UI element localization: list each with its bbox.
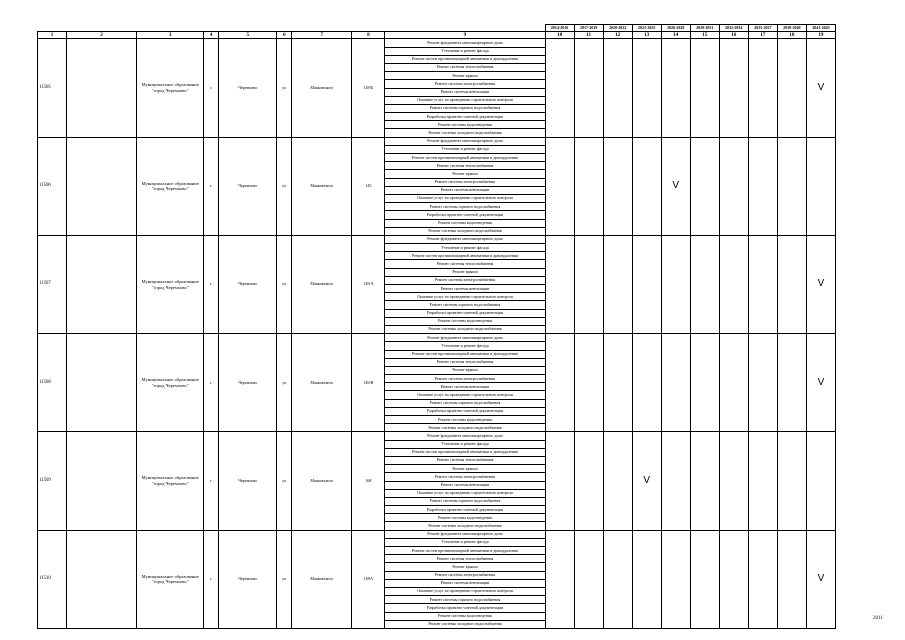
street-type: ул xyxy=(277,334,292,432)
locality-type: г. xyxy=(204,235,219,333)
period-cell xyxy=(661,39,690,137)
period-cell xyxy=(719,235,748,333)
work-type: Разработка проектно-сметной документации xyxy=(385,211,545,219)
street-type: ул xyxy=(277,235,292,333)
work-type: Оказание услуг по проведению строительного контроля xyxy=(385,391,545,399)
capital-repair-table xyxy=(37,24,836,629)
work-type: Утепление и ремонт фасада xyxy=(385,244,545,252)
locality-type: г. xyxy=(204,432,219,530)
work-type: Ремонт системы холодного водоснабжения xyxy=(385,620,545,628)
locality: Черемхово xyxy=(219,235,277,333)
period-cell xyxy=(690,530,719,628)
work-type: Ремонт системы теплоснабжения xyxy=(385,456,545,464)
period-cell xyxy=(748,530,777,628)
period-header-cell: 2017-2019 xyxy=(574,25,603,32)
table-row xyxy=(38,334,836,342)
record-id: 11509 xyxy=(38,432,67,530)
work-type: Утепление и ремонт фасада xyxy=(385,538,545,546)
work-type: Ремонт системы горячего водоснабжения xyxy=(385,104,545,112)
work-type: Разработка проектно-сметной документации xyxy=(385,407,545,415)
period-cell xyxy=(574,432,603,530)
municipality: Муниципальное образование "город Черемхово" xyxy=(137,432,204,530)
period-cell xyxy=(719,334,748,432)
period-cell xyxy=(719,39,748,137)
street-type: ул xyxy=(277,137,292,235)
work-type: Разработка проектно-сметной документации xyxy=(385,506,545,514)
work-type: Ремонт системы водоотведения xyxy=(385,121,545,129)
period-cell xyxy=(545,334,574,432)
work-type: Ремонт крыши xyxy=(385,268,545,276)
column-number-cell: 6 xyxy=(277,32,292,39)
work-type: Оказание услуг по проведению строительного контроля xyxy=(385,194,545,202)
work-type: Ремонт крыши xyxy=(385,366,545,374)
column-number-cell: 10 xyxy=(545,32,574,39)
table-row xyxy=(38,39,836,47)
locality: Черемхово xyxy=(219,137,277,235)
column-number-cell: 13 xyxy=(632,32,661,39)
empty-cell xyxy=(67,334,137,432)
period-cell xyxy=(603,334,632,432)
period-cell xyxy=(690,235,719,333)
period-header-cell: 2023-2025 xyxy=(632,25,661,32)
period-cell xyxy=(603,137,632,235)
work-type: Ремонт системы водоотведения xyxy=(385,514,545,522)
street: Маяковского xyxy=(292,235,352,333)
period-cell xyxy=(545,530,574,628)
house-number: 149/В xyxy=(352,334,385,432)
locality: Черемхово xyxy=(219,432,277,530)
page-number: 2011 xyxy=(873,616,883,621)
locality: Черемхово xyxy=(219,39,277,137)
work-type: Утепление и ремонт фасада xyxy=(385,145,545,153)
work-type: Ремонт системы горячего водоснабжения xyxy=(385,399,545,407)
period-cell xyxy=(574,137,603,235)
street-type: ул xyxy=(277,39,292,137)
house-number: 149/А xyxy=(352,235,385,333)
street: Маяковского xyxy=(292,432,352,530)
column-number-cell: 3 xyxy=(137,32,204,39)
header-blank-cell xyxy=(352,25,385,32)
period-header-cell: 2035-2037 xyxy=(748,25,777,32)
column-number-cell: 1 xyxy=(38,32,67,39)
locality-type: г. xyxy=(204,137,219,235)
work-type: Ремонт системы теплоснабжения xyxy=(385,555,545,563)
period-cell xyxy=(690,432,719,530)
work-type: Ремонт системы водоотведения xyxy=(385,317,545,325)
municipality: Муниципальное образование "город Черемхово" xyxy=(137,530,204,628)
work-type: Ремонт системы электроснабжения xyxy=(385,375,545,383)
work-type: Ремонт системы холодного водоснабжения xyxy=(385,227,545,235)
period-cell xyxy=(719,530,748,628)
period-cell xyxy=(632,530,661,628)
period-cell xyxy=(777,334,806,432)
work-type: Ремонт системы электроснабжения xyxy=(385,178,545,186)
work-type: Утепление и ремонт фасада xyxy=(385,47,545,55)
period-cell xyxy=(574,530,603,628)
column-number-cell: 2 xyxy=(67,32,137,39)
period-cell xyxy=(719,137,748,235)
column-number-cell: 8 xyxy=(352,32,385,39)
work-type: Ремонт системы холодного водоснабжения xyxy=(385,522,545,530)
header-blank-cell xyxy=(385,25,545,32)
period-header-cell: 2032-2034 xyxy=(719,25,748,32)
work-type: Оказание услуг по проведению строительного контроля xyxy=(385,96,545,104)
column-number-cell: 16 xyxy=(719,32,748,39)
period-mark: V xyxy=(806,39,835,137)
work-type: Разработка проектно-сметной документации xyxy=(385,604,545,612)
work-type: Ремонт систем противопожарной автоматики и дымоудаления xyxy=(385,547,545,555)
work-type: Ремонт фундамента многоквартирного дома xyxy=(385,137,545,145)
work-type: Ремонт системы водоотведения xyxy=(385,416,545,424)
work-type: Ремонт системы холодного водоснабжения xyxy=(385,325,545,333)
column-number-cell: 11 xyxy=(574,32,603,39)
empty-cell xyxy=(67,530,137,628)
street-type: ул xyxy=(277,432,292,530)
period-cell xyxy=(603,235,632,333)
work-type: Ремонт системы вентиляции xyxy=(385,579,545,587)
period-cell xyxy=(690,334,719,432)
period-mark: V xyxy=(806,334,835,432)
work-type: Ремонт системы вентиляции xyxy=(385,481,545,489)
period-cell xyxy=(603,530,632,628)
period-cell xyxy=(748,137,777,235)
work-type: Ремонт систем противопожарной автоматики и дымоудаления xyxy=(385,154,545,162)
header-blank-cell xyxy=(38,25,67,32)
work-type: Оказание услуг по проведению строительного контроля xyxy=(385,587,545,595)
work-type: Ремонт системы теплоснабжения xyxy=(385,358,545,366)
street: Маяковского xyxy=(292,334,352,432)
register-sheet xyxy=(37,24,836,629)
period-header-cell: 2038-2040 xyxy=(777,25,806,32)
work-type: Ремонт крыши xyxy=(385,72,545,80)
work-type: Ремонт системы теплоснабжения xyxy=(385,260,545,268)
table-row xyxy=(38,432,836,440)
header-blank-cell xyxy=(137,25,204,32)
empty-cell xyxy=(67,432,137,530)
header-blank-cell xyxy=(292,25,352,32)
period-cell xyxy=(806,432,835,530)
work-type: Ремонт системы горячего водоснабжения xyxy=(385,301,545,309)
column-number-cell: 15 xyxy=(690,32,719,39)
house-number: 169А xyxy=(352,530,385,628)
period-cell xyxy=(632,334,661,432)
work-type: Ремонт системы электроснабжения xyxy=(385,276,545,284)
column-number-row xyxy=(38,32,836,39)
table-row xyxy=(38,137,836,145)
period-mark: V xyxy=(806,235,835,333)
period-cell xyxy=(632,39,661,137)
work-type: Ремонт системы вентиляции xyxy=(385,285,545,293)
header-blank-cell xyxy=(219,25,277,32)
work-type: Ремонт систем противопожарной автоматики и дымоудаления xyxy=(385,252,545,260)
period-mark: V xyxy=(632,432,661,530)
period-cell xyxy=(574,235,603,333)
period-header-cell: 2029-2031 xyxy=(690,25,719,32)
locality: Черемхово xyxy=(219,334,277,432)
empty-cell xyxy=(67,39,137,137)
column-number-cell: 19 xyxy=(806,32,835,39)
period-cell xyxy=(603,432,632,530)
column-number-cell: 18 xyxy=(777,32,806,39)
period-cell xyxy=(748,432,777,530)
period-cell xyxy=(661,530,690,628)
street: Маяковского xyxy=(292,137,352,235)
house-number: 168 xyxy=(352,432,385,530)
municipality: Муниципальное образование "город Черемхово" xyxy=(137,235,204,333)
house-number: 149/Б xyxy=(352,39,385,137)
municipality: Муниципальное образование "город Черемхово" xyxy=(137,334,204,432)
work-type: Ремонт системы вентиляции xyxy=(385,186,545,194)
period-cell xyxy=(545,432,574,530)
municipality: Муниципальное образование "город Черемхово" xyxy=(137,39,204,137)
column-number-cell: 9 xyxy=(385,32,545,39)
locality: Черемхово xyxy=(219,530,277,628)
period-header-cell: 2041-2043 xyxy=(806,25,835,32)
column-number-cell: 4 xyxy=(204,32,219,39)
period-cell xyxy=(690,137,719,235)
street: Маяковского xyxy=(292,39,352,137)
period-cell xyxy=(603,39,632,137)
period-cell xyxy=(574,334,603,432)
period-cell xyxy=(777,235,806,333)
work-type: Ремонт систем противопожарной автоматики и дымоудаления xyxy=(385,448,545,456)
period-cell xyxy=(748,334,777,432)
work-type: Разработка проектно-сметной документации xyxy=(385,309,545,317)
period-cell xyxy=(719,432,748,530)
locality-type: г. xyxy=(204,530,219,628)
work-type: Ремонт системы холодного водоснабжения xyxy=(385,129,545,137)
column-number-cell: 12 xyxy=(603,32,632,39)
period-header-row xyxy=(38,25,836,32)
work-type: Ремонт системы холодного водоснабжения xyxy=(385,424,545,432)
work-type: Ремонт системы водоотведения xyxy=(385,219,545,227)
record-id: 11506 xyxy=(38,137,67,235)
locality-type: г. xyxy=(204,334,219,432)
work-type: Утепление и ремонт фасада xyxy=(385,342,545,350)
work-type: Оказание услуг по проведению строительного контроля xyxy=(385,293,545,301)
period-cell xyxy=(545,39,574,137)
column-number-cell: 14 xyxy=(661,32,690,39)
work-type: Ремонт системы теплоснабжения xyxy=(385,162,545,170)
work-type: Ремонт системы теплоснабжения xyxy=(385,63,545,71)
work-type: Ремонт систем противопожарной автоматики и дымоудаления xyxy=(385,350,545,358)
municipality: Муниципальное образование "город Черемхово" xyxy=(137,137,204,235)
empty-cell xyxy=(67,235,137,333)
work-type: Ремонт системы водоотведения xyxy=(385,612,545,620)
work-type: Ремонт фундамента многоквартирного дома xyxy=(385,39,545,47)
period-cell xyxy=(777,432,806,530)
work-type: Ремонт системы электроснабжения xyxy=(385,473,545,481)
work-type: Ремонт системы электроснабжения xyxy=(385,80,545,88)
period-cell xyxy=(632,235,661,333)
period-header-cell: 2026-2028 xyxy=(661,25,690,32)
locality-type: г. xyxy=(204,39,219,137)
work-type: Ремонт системы горячего водоснабжения xyxy=(385,596,545,604)
record-id: 11508 xyxy=(38,334,67,432)
work-type: Ремонт крыши xyxy=(385,170,545,178)
header-blank-cell xyxy=(277,25,292,32)
period-cell xyxy=(661,432,690,530)
work-type: Ремонт системы вентиляции xyxy=(385,88,545,96)
period-header-cell: 2014-2016 xyxy=(545,25,574,32)
work-type: Ремонт системы вентиляции xyxy=(385,383,545,391)
table-row xyxy=(38,530,836,538)
work-type: Ремонт фундамента многоквартирного дома xyxy=(385,334,545,342)
work-type: Ремонт фундамента многоквартирного дома xyxy=(385,235,545,243)
table-row xyxy=(38,235,836,243)
empty-cell xyxy=(67,137,137,235)
period-cell xyxy=(661,334,690,432)
period-cell xyxy=(545,235,574,333)
record-id: 11505 xyxy=(38,39,67,137)
period-cell xyxy=(574,39,603,137)
period-cell xyxy=(777,137,806,235)
record-id: 11507 xyxy=(38,235,67,333)
work-type: Ремонт крыши xyxy=(385,465,545,473)
work-type: Ремонт фундамента многоквартирного дома xyxy=(385,530,545,538)
work-type: Ремонт системы электроснабжения xyxy=(385,571,545,579)
work-type: Ремонт фундамента многоквартирного дома xyxy=(385,432,545,440)
period-cell xyxy=(690,39,719,137)
work-type: Утепление и ремонт фасада xyxy=(385,440,545,448)
header-blank-cell xyxy=(67,25,137,32)
work-type: Ремонт крыши xyxy=(385,563,545,571)
period-cell xyxy=(748,39,777,137)
period-mark: V xyxy=(806,530,835,628)
period-cell xyxy=(661,235,690,333)
period-cell xyxy=(632,137,661,235)
work-type: Разработка проектно-сметной документации xyxy=(385,113,545,121)
period-cell xyxy=(806,137,835,235)
record-id: 11510 xyxy=(38,530,67,628)
column-number-cell: 17 xyxy=(748,32,777,39)
column-number-cell: 7 xyxy=(292,32,352,39)
header-blank-cell xyxy=(204,25,219,32)
period-mark: V xyxy=(661,137,690,235)
period-cell xyxy=(777,530,806,628)
work-type: Ремонт систем противопожарной автоматики и дымоудаления xyxy=(385,55,545,63)
house-number: 145 xyxy=(352,137,385,235)
column-number-cell: 5 xyxy=(219,32,277,39)
period-cell xyxy=(777,39,806,137)
period-cell xyxy=(748,235,777,333)
period-cell xyxy=(545,137,574,235)
street: Маяковского xyxy=(292,530,352,628)
work-type: Ремонт системы горячего водоснабжения xyxy=(385,203,545,211)
work-type: Ремонт системы горячего водоснабжения xyxy=(385,497,545,505)
street-type: ул xyxy=(277,530,292,628)
period-header-cell: 2020-2022 xyxy=(603,25,632,32)
work-type: Оказание услуг по проведению строительного контроля xyxy=(385,489,545,497)
